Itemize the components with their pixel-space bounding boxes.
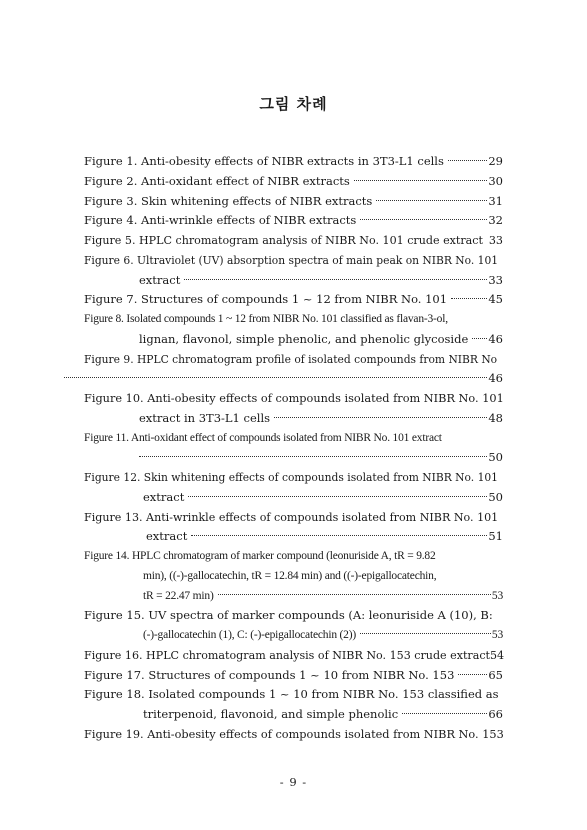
- toc-entry-continuation: [84, 409, 503, 429]
- dot-leader: [184, 279, 487, 280]
- dot-leader: [451, 298, 487, 299]
- toc-entry-continuation: [84, 626, 503, 646]
- toc-entry-text: extract in 3T3-L1 cells: [139, 410, 271, 425]
- dot-leader: [218, 594, 491, 595]
- toc-entry: [84, 310, 503, 330]
- toc-entry-text: Figure 1. Anti-obesity effects of NIBR extracts in 3T3-L1 cells: [84, 154, 444, 168]
- toc-page-number: 29: [488, 154, 503, 168]
- toc-entry-text: Figure 16. HPLC chromatogram analysis of NIBR No. 153 crude extract: [84, 648, 490, 662]
- toc-entry: [84, 646, 503, 666]
- toc-entry-text: Figure 14. HPLC chromatogram of marker compound (leonuriside A, tR = 9.82: [84, 550, 436, 562]
- toc-entry-text: extract: [146, 529, 188, 544]
- toc-entry-text: Figure 10. Anti-obesity effects of compounds isolated from NIBR No. 101: [84, 392, 504, 405]
- toc-entry: [84, 211, 503, 231]
- toc-entry: [84, 389, 503, 409]
- toc-entry: [84, 192, 503, 212]
- toc-entry-continuation: [84, 488, 503, 508]
- toc-page-number: 50: [488, 450, 503, 465]
- toc-entry-continuation: [84, 527, 503, 547]
- figure-list: [84, 152, 503, 745]
- toc-entry-continuation: [84, 330, 503, 350]
- dot-leader: [354, 180, 488, 181]
- toc-page-number: 31: [488, 193, 503, 208]
- dot-leader: [188, 496, 487, 497]
- toc-page-number: 33: [488, 272, 503, 287]
- toc-entry: [84, 429, 503, 449]
- toc-entry-continuation: [64, 369, 503, 389]
- dot-leader: [376, 200, 487, 201]
- toc-entry-continuation: [84, 567, 503, 587]
- toc-entry-continuation: [84, 448, 503, 468]
- toc-entry-text: Figure 3. Skin whitening effects of NIBR extracts: [84, 193, 373, 208]
- toc-page-number: 53: [491, 589, 503, 602]
- toc-page-number: 33: [488, 234, 503, 247]
- toc-entry-text: tR = 22.47 min): [143, 589, 214, 602]
- toc-entry-text: extract: [143, 489, 185, 504]
- dot-leader: [448, 160, 487, 161]
- toc-entry-continuation: [84, 271, 503, 291]
- toc-entry: [84, 350, 503, 370]
- toc-entry: [84, 231, 503, 251]
- toc-entry-text: min), ((-)-gallocatechin, tR = 12.84 min) and ((-)-epigallocatechin,: [143, 569, 437, 582]
- toc-entry: [84, 251, 503, 271]
- toc-entry: [84, 172, 503, 192]
- toc-entry-text: Figure 17. Structures of compounds 1 ~ 10 from NIBR No. 153: [84, 667, 455, 682]
- toc-entry-text: Figure 18. Isolated compounds 1 ~ 10 from NIBR No. 153 classified as: [84, 687, 499, 702]
- toc-page-number: 30: [488, 173, 503, 188]
- toc-entry-text: Figure 19. Anti-obesity effects of compounds isolated from NIBR No. 153: [84, 727, 504, 741]
- toc-page-number: 46: [488, 371, 503, 386]
- toc-entry-text: Figure 6. Ultraviolet (UV) absorption spectra of main peak on NIBR No. 101: [84, 253, 499, 267]
- toc-entry: [84, 725, 503, 745]
- dot-leader: [360, 219, 487, 220]
- page-title: 그림 차례: [259, 95, 328, 113]
- toc-entry-continuation: [84, 705, 503, 725]
- dot-leader: [458, 674, 487, 675]
- toc-page-number: 50: [488, 489, 503, 504]
- toc-entry-text: Figure 4. Anti-wrinkle effects of NIBR extracts: [84, 213, 357, 228]
- dot-leader: [64, 377, 487, 378]
- toc-page-number: 66: [488, 707, 503, 721]
- toc-page-number: 46: [488, 331, 503, 346]
- dot-leader: [139, 456, 487, 457]
- page-number-footer: - 9 -: [279, 775, 308, 789]
- toc-entry-text: Figure 2. Anti-oxidant effect of NIBR extracts: [84, 173, 350, 188]
- dot-leader: [360, 633, 491, 634]
- toc-entry-text: Figure 8. Isolated compounds 1 ~ 12 from NIBR No. 101 classified as flavan-3-ol,: [84, 313, 448, 325]
- dot-leader: [402, 713, 487, 714]
- toc-entry: [84, 547, 503, 567]
- toc-entry: [84, 468, 503, 488]
- toc-page-number: 48: [488, 410, 503, 425]
- toc-entry-text: triterpenoid, flavonoid, and simple phenolic: [143, 707, 399, 721]
- toc-entry: [84, 152, 503, 172]
- toc-entry-text: extract: [139, 272, 181, 287]
- toc-entry: [84, 508, 503, 528]
- toc-entry-text: Figure 12. Skin whitening effects of compounds isolated from NIBR No. 101: [84, 471, 498, 484]
- toc-entry-text: lignan, flavonol, simple phenolic, and phenolic glycoside: [139, 331, 469, 346]
- toc-entry: [84, 666, 503, 686]
- toc-page-number: 53: [491, 629, 503, 641]
- toc-entry-text: Figure 11. Anti-oxidant effect of compounds isolated from NIBR No. 101 extract: [84, 431, 442, 444]
- toc-page-number: 32: [488, 213, 503, 228]
- toc-entry: [84, 290, 503, 310]
- toc-entry: [84, 685, 503, 705]
- toc-entry-text: Figure 5. HPLC chromatogram analysis of NIBR No. 101 crude extract: [84, 234, 483, 247]
- toc-page-number: 65: [488, 667, 503, 682]
- dot-leader: [191, 535, 487, 536]
- toc-page-number: 54: [490, 648, 505, 662]
- toc-entry-text: Figure 15. UV spectra of marker compounds (A: leonuriside A (10), B:: [84, 608, 493, 623]
- toc-page-number: 51: [488, 529, 503, 544]
- dot-leader: [472, 338, 487, 339]
- toc-entry-text: Figure 7. Structures of compounds 1 ~ 12 from NIBR No. 101: [84, 292, 448, 307]
- toc-entry: [84, 606, 503, 626]
- toc-entry-text: Figure 13. Anti-wrinkle effects of compounds isolated from NIBR No. 101: [84, 510, 499, 524]
- dot-leader: [274, 417, 487, 418]
- toc-entry-text: Figure 9. HPLC chromatogram profile of isolated compounds from NIBR No: [84, 352, 498, 366]
- toc-page-number: 45: [488, 292, 503, 307]
- toc-entry-text: (-)-gallocatechin (1), C: (-)-epigallocatechin (2)): [143, 629, 356, 641]
- toc-entry-continuation: [84, 587, 503, 607]
